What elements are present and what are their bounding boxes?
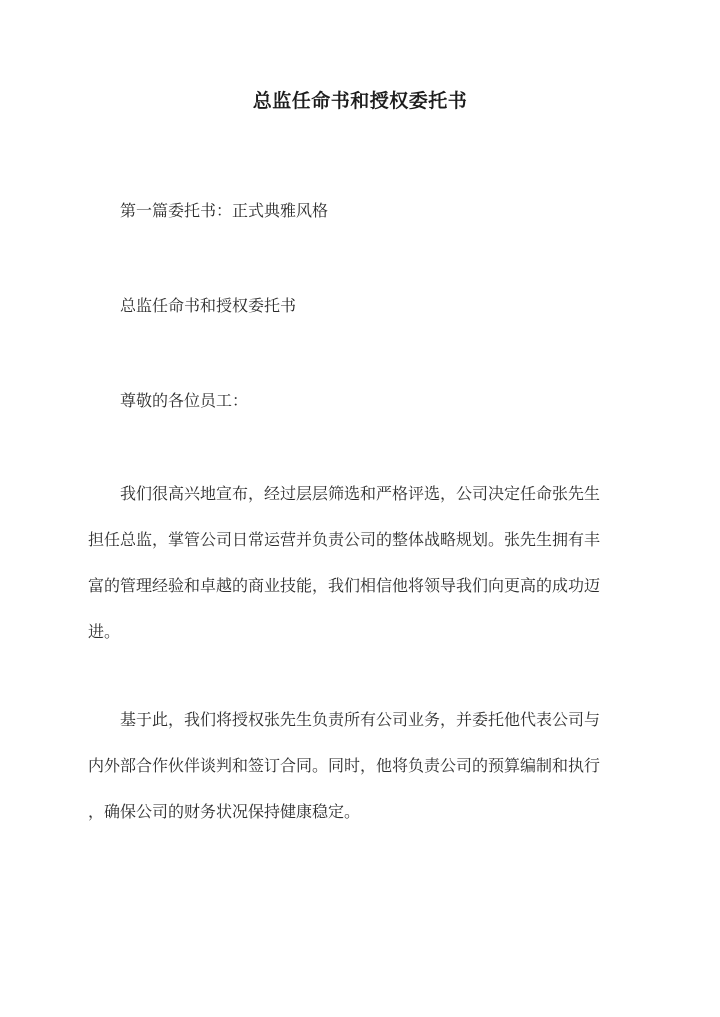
document-title: 总监任命书和授权委托书 bbox=[252, 90, 468, 112]
paragraph-line: 内外部合作伙伴谈判和签订合同。同时，他将负责公司的预算编制和执行 bbox=[88, 756, 601, 775]
section-heading: 第一篇委托书：正式典雅风格 bbox=[120, 201, 329, 220]
paragraph-line: 进。 bbox=[88, 622, 121, 641]
paragraph-authorization bbox=[88, 697, 633, 835]
paragraph-line: 富的管理经验和卓越的商业技能，我们相信他将领导我们向更高的成功迈 bbox=[88, 576, 601, 595]
paragraph-line: ，确保公司的财务状况保持健康稳定。 bbox=[88, 802, 361, 821]
salutation: 尊敬的各位员工： bbox=[120, 391, 249, 410]
paragraph-appointment bbox=[88, 471, 633, 655]
paragraph-line: 担任总监，掌管公司日常运营并负责公司的整体战略规划。张先生拥有丰 bbox=[88, 530, 601, 549]
document-subtitle: 总监任命书和授权委托书 bbox=[120, 296, 297, 315]
paragraph-line: 我们很高兴地宣布，经过层层筛选和严格评选，公司决定任命张先生 bbox=[120, 484, 601, 503]
paragraph-line: 基于此，我们将授权张先生负责所有公司业务，并委托他代表公司与 bbox=[120, 710, 601, 729]
